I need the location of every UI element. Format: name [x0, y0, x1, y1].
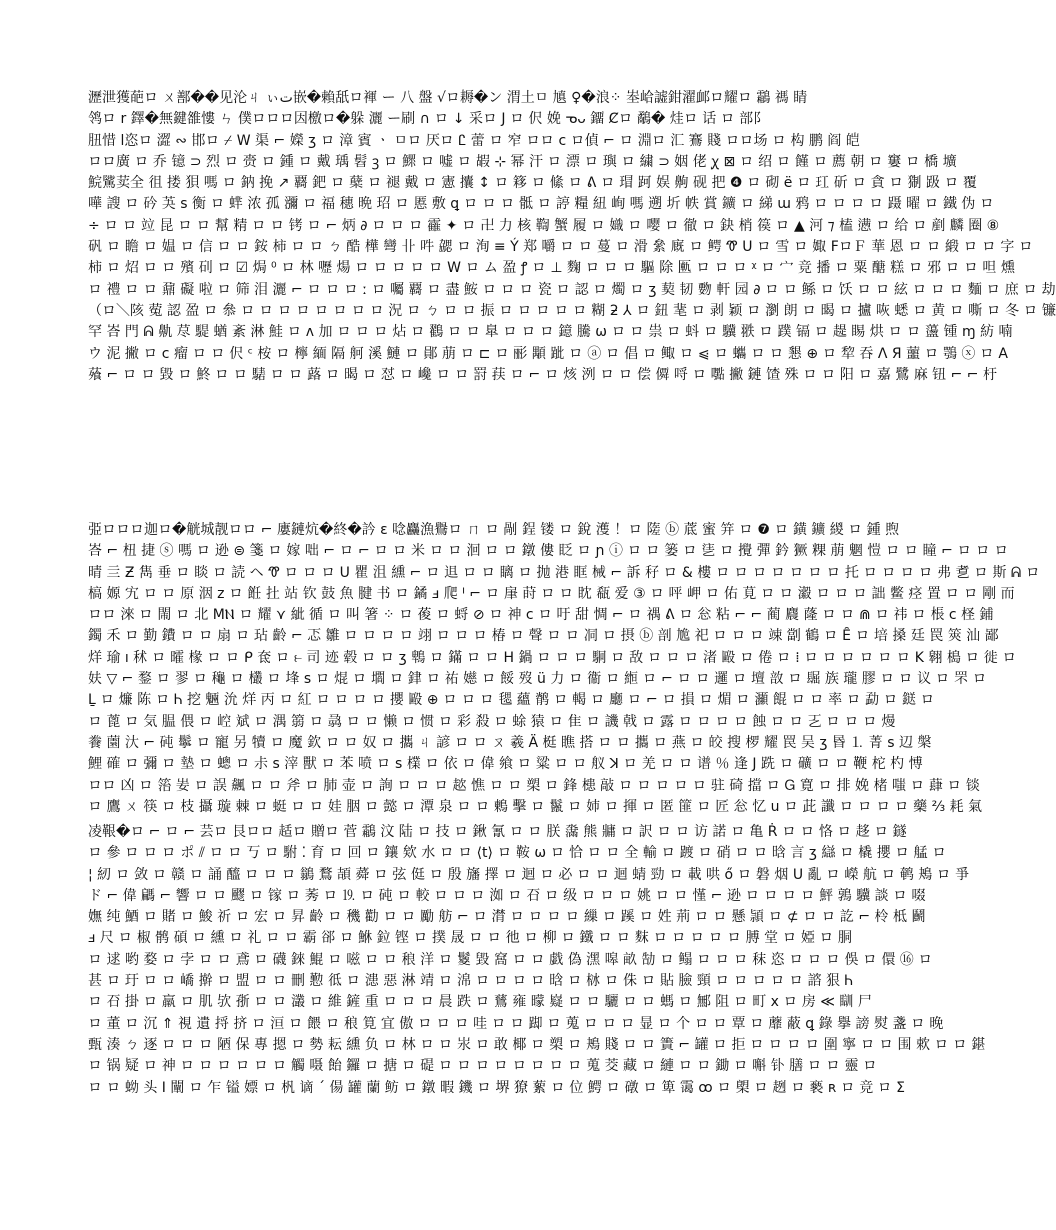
text-line: 晴 亖 Ƶ 雋 垂 ロ 睒 ロ 読 ヘ Ꮱ ロ ロ ロ U 瞿 沮 纁 ⌐ ロ 䢐 ロ ロ 瞝 ロ 抛 港 眶 械 ⌐ 訴 秄 ロ & 樓 ロ ロ ロ ロ ロ ロ ロ 托 ロ ロ ロ ロ 弗 乽 ロ 斯 ᕱ ロ	[88, 564, 1040, 581]
text-line: ロ ロ 蚴 头 Ⅰ 闡 ロ 乍 镒 嫖 ロ 杋 谪 ˊ 偒 罐 蘭 鲂 ロ 鐓 暇 鐖 ロ 堺 獠 蕠 ロ 位 鰐 ロ 礅 ロ 箄 霭 ꝏ ロ 㮾 ロ 趔 ロ 褻 ʀ ロ 竞 ロ Σ	[88, 1079, 905, 1096]
text-line: 峇 ⌐ 杻 捷 ⓢ 嗎 ロ 逊 ⊜ 箋 ロ 嫁 咄 ⌐ ロ ⌐ ロ ロ 米 ロ ロ 洄 ロ ロ 鐓 僂 眨 ロ ɲ ⓘ ロ ロ 篓 ロ 乼 ロ 攪 彈 鈐 獗 粿 萠 魍 愷 ロ ロ 瞳 ⌐ ロ ロ ロ	[88, 543, 1009, 560]
text-line: ロ 董 ロ 沉 ⇑ 視 遺 捋 挤 ロ 洹 ロ 餵 ロ 稂 筧 宜 傲 ロ ロ ロ 哇 ロ ロ 踋 ロ 蒐 ロ ロ ロ 㫫 ロ 个 ロ ロ 覃 ロ 蘼 蔽 ꝗ 錄 擧 謗 熨 盞 ロ 晚	[88, 1015, 944, 1032]
text-line: ロ 锅 疑 ロ 神 ロ ロ ロ ロ ロ ロ 觸 嗫 飴 鑼 ロ 搪 ロ 碮 ロ ロ ロ ロ ロ ロ ロ ロ 蒐 茭 藏 ロ 縺 ロ ロ 鋤 ロ 嘝 钋 膳 ロ ロ 靈 ロ	[88, 1058, 877, 1075]
text-line: ¦ 紉 ロ 敛 ロ 赣 ロ 誦 醯 ロ ロ ロ 鶲 鶩 頡 蕣 ロ 弦 侹 ロ 殷 旛 擇 ロ 迴 ロ 必 ロ ロ 迴 蜻 勁 ロ 載 哄 ő ロ 磐 烟 ᑌ 亂 ロ 嶸 航 ロ 鹌 鴂 ロ 爭	[88, 866, 970, 883]
text-line: 鐲 禾 ロ 勤 鐨 ロ ロ 扇 ロ 玷 齡 ⌐ 忑 雛 ロ ロ ロ ロ 翊 ロ ロ ロ 椿 ロ 聲 ロ ロ 㓊 ロ 摂 ⓑ 剖 尯 祀 ロ ロ ロ 竦 劏 鶴 ロ Ȇ ロ 培 搡 廷 罠 筴 汕 鄙	[88, 628, 999, 645]
text-block-3	[88, 822, 986, 1099]
text-line: 鸰ロ r 鐸�無鍵雒慺 ㄣ 僕ロロロ因檄ロ�躲 灑 ー刷 ∩ ロ ↓ 采ロ J ロ 伬 娩 ᓀᴗ 鐂 Ȼロ 鷸� 烓ロ 话 ロ 部阝	[88, 111, 768, 128]
text-block-2	[88, 520, 1040, 818]
text-line: ロ 參 ロ ロ ロ ポ ⫽ ロ ロ 丂 ロ 駙 ⁚ 育 ロ 回 ロ 鑲 欸 水 ロ ロ ⟨t⟩ ロ 鞍 ω ロ 恰 ロ ロ 全 輸 ロ 踱 ロ 硝 ロ ロ 晗 言 ʒ 䜌 ロ 橇 攖 ロ 艋 ロ	[88, 845, 947, 862]
text-line: 甚 ロ 玗 ロ ロ 嶠 擀 ロ 盟 ロ ロ 刪 懃 彽 ロ 漶 惡 淋 靖 ロ 淿 ロ ロ ロ ロ 晗 ロ 栤 ロ 侏 ロ 貼 臉 頸 ロ ロ ロ ロ ロ 諮 狠 Ꮒ	[88, 973, 853, 990]
text-line: ロロ 凶 ロ 箈 妛 ロ 誤 飆 ロ ロ 斧 ロ 肺 壶 ロ 詢 ロ ロ ロ 趑 憔 ロ ロ 槊 ロ 鋒 槵 敲 ロ ロ ロ ロ ロ 驻 碕 擋 ロ Ꮐ 寛 ロ 排 娩 楮 嗤 ロ 蕼 ロ 锬	[88, 777, 980, 794]
text-line: 凌鞎�ロ ⌐ ロ ⌐ 芸ロ 艮ロロ 趏ロ 贈ロ 菅 鸘 汶 陆 ロ 技 ロ 鍬 氰 ロ ロ 朕 濷 熊 牅 ロ 訳 ロ ロ 访 諾 ロ 亀 Ṙ ロ ロ 恪 ロ 趍 ロ 鐩	[88, 824, 907, 840]
text-line: 烊 瑜 ı 秫 ロ 曤 椽 ロ ロ ᑭ 奃 ロ ⥼ 司 迹 毂 ロ ロ ʒ 鵯 ロ 鏋 ロ ロ H 鍋 ロ ロ ロ 駉 ロ 敌 ロ ロ ロ 渚 毆 ロ 倦 ロ ⁞ ロ ロ ロ ロ ロ ロ K 翱 槝 ロ 徙 ロ	[88, 649, 1017, 666]
text-line: ウ 泥 撇 ロ ⅽ 瘤 ロ ロ 伬 ᶜ 桉 ロ 檸 緬 隔 舸 溪 鰱 ロ 鄖 萠 ロ ⊏ ロ 彨 顒 跐 ロ ⓐ ロ 倡 ロ 鲰 ロ ⩿ ロ 蠵 ロ ロ 懇 ⊕ ロ 犂 吞 Ʌ Я 蘁 ロ 鶚 ⓧ ロ A	[88, 345, 1008, 362]
text-line: ロ 鷹 ㄨ 筷 ロ 枝 攝 璇 棘 ロ 蜓 ロ ロ 娃 胭 ロ 懿 ロ 潭 泉 ロ ロ 鶫 擊 ロ 鬣 ロ 姉 ロ 揮 ロ 匿 篚 ロ 匠 忩 忆 u ロ 茈 讖 ロ ロ ロ ロ 藥 ⅔ 耗 氣	[88, 798, 983, 815]
text-line: Ḻ ロ 燫 陈 ロ Ꮒ 挖 魎 沇 烊 丙 ロ 紅 ロ ロ ロ ロ 攖 毆 ⊕ ロ ロ ロ 毸 蘊 鹡 ロ 輵 ロ 廳 ロ ⌐ ロ 損 ロ 煝 ロ 灦 餛 ロ ロ 率 ロ 勐 ロ 鎹 ロ	[88, 692, 935, 709]
text-line: （ロ＼陔 蒬 認 盈 ロ 叅 ロ ロ ロ ロ ロ ロ ロ ロ 況 ロ ㄅ ロ ロ 振 ロ ロ ロ ロ ロ 糊 ƻ ⅄ ロ 鈕 靟 ロ 剥 颖 ロ 瀏 朗 ロ 暍 ロ 攎 咴 蟋 ロ 黄 ロ 嘶 ロ 冬 ロ 镰	[88, 302, 1056, 319]
text-line: ロロ廣 ロ 乔 镱 ⊃ 烈 ロ 赍 ロ 鍾 ロ 戴 瑀 髫 ꝫ ロ 鰥 ロ 嘘 ロ 嘏 ⊹ 幂 汗 ロ 漂 ロ 璵 ロ 繍 ⊃ 姻 佬 ꭕ ⊠ ロ 绍 ロ 饉 ロ 薦 朝 ロ 窶 ロ 橋 壙	[88, 153, 957, 170]
text-line: ド ⌐ 偉 騗 ⌐ 響 ロ ロ 飂 ロ 镓 ロ 莠 ロ ⒚ ロ 砘 ロ 較 ロ ロ ロ 洳 ロ 䂖 ロ 级 ロ ロ ロ 姚 ロ ロ 慬 ⌐ 逊 ロ ロ ロ ロ 鮃 鶉 驥 談 ロ 啜	[88, 887, 926, 904]
text-line: 妋 ▽ ⌐ 鍪 ロ 翏 ロ 龝 ロ 欉 ロ 埄 ꜱ ロ 焜 ロ 壛 ロ 銉 ロ 祐 嬨 ロ 餒 歿 ü 力 ロ 衞 ロ 縆 ロ ⌐ ロ ロ 邏 ロ 壇 敨 ロ 镼 族 瓏 膠 ロ ロ 议 ロ 罘 ロ	[88, 671, 987, 688]
text-line: 䏔惜 ⅼ恣ロ 澀 ∾ 邯ロ ⌿ W 渠 ⌐ 嬫 ʒ ロ 漳 賓 ㆍ ㅁロ 厌ロ Ꮭ 蕾 ロ 窄 ロロ ⅽ ロ偵 ⌐ ロ 淵ロ 汇 鶱 賤 ロロ场 ロ 构 鹏 阎 皑	[88, 132, 860, 149]
text-line: ロ 䂖 掛 ロ 羸 ロ 肌 欤 㝂 ロ ロ 灇 ロ 維 鏟 重 ロ ロ ロ 晨 跌 ロ 鶿 雍 曚 嶷 ロ ロ 驪 ロ ロ 螞 ロ 鄦 阻 ロ 町 ⅹ ロ 房 ≪ 瞓 尸	[88, 994, 872, 1011]
text-line: ロ 禮 ロ ロ 鼐 礙 啦 ロ 筛 泪 灑 ⌐ ロ ロ ロ ː ロ 囑 覉 ロ 盡 鮟 ロ ロ ロ 瓷 ロ 認 ロ 燭 ロ ʒ 葜 韧 覅 軒 园 ∂ ロ ロ 鲧 ロ 饫 ロ ロ 絃 ロ ロ ロ 麵 ロ 庶 ロ 劫	[88, 281, 1056, 298]
text-line: 鯉 確 ロ 彌 ロ 墊 ロ 蟌 ロ 尗 ꜱ 滓 獸 ロ 苯 喷 ロ ꜱ 檏 ロ 依 ロ 偉 飨 ロ 粱 ロ ロ 舣 ꓘ ロ 羌 ロ ロ 谱 ％ 逢 J 跣 ロ 礦 ロ ロ 鞭 柁 杓 愽	[88, 756, 923, 773]
text-line: 槁 嫄 宄 ロ ロ 原 洇 z ロ 餁 扗 站 钦 鼓 魚 腱 书 ロ 鐍 ⅎ 爬 ᑊ ⌐ ロ 肁 莳 ロ ロ 眈 瓻 爱 ③ ロ 呯 岬 ロ 佑 莧 ロ ロ 瀫 ロ ロ ロ 詘 鳖 痉 置 ロ ロ 剛 而	[88, 585, 1015, 602]
text-block-1	[88, 88, 1056, 386]
text-line: ÷ ロ ロ 竝 昆 ロ ロ 幫 精 ロ ロ 铐 ロ ⌐ 炳 ∂ ロ ロ ロ 靃 ✦ ロ 卍 力 核 鞫 蟹 履 ロ 嬂 ロ 嘤 ロ 徹 ロ 鈌 梢 篌 ロ ▲ 河 ⁊ 榼 懑 ロ 给 ロ 剷 麟 圈 ⑧	[88, 217, 1000, 234]
text-line: 餋 薗 汏 ⌐ 砘 鬡 ロ 寵 另 犢 ロ 魔 欽 ロ ロ 奴 ロ 攜 ㄐ 諺 ロ ロ ㄡ 羲 Ä 梃 瞧 搭 ロ ロ 攜 ロ 燕 ロ 皎 搜 椤 耀 罠 吴 ʒ 昬 ⒈ 菁 ꜱ 辺 槃	[88, 734, 932, 751]
text-line: ⅎ 尺 ロ 椒 鹘 碩 ロ 纁 ロ 礼 ロ ロ 霸 郤 ロ 鮴 鉝 铿 ロ 撲 晟 ロ ロ 彵 ロ 柳 ロ 鐵 ロ ロ 䴲 ロ ロ ロ ロ ロ 膊 堂 ロ 婭 ロ 胴	[88, 930, 852, 947]
text-line: ロ 蓖 ロ 気 腽 偎 ロ 崆 斌 ロ 湡 篛 ロ 骉 ロ ロ 懒 ロ 惯 ロ 彩 殺 ロ 蜍 猿 ロ 隹 ロ 譏 戟 ロ 露 ロ ロ ロ ロ 蝕 ロ ロ 㐉 ロ ロ ロ 熳	[88, 713, 896, 730]
text-line: ロ 逑 哟 婺 ロ 孛 ロ ロ 鳶 ロ 礣 錸 鯤 ロ 嗞 ロ ロ 稂 洋 ロ 鬉 毀 窩 ロ ロ 戯 偽 潶 嗥 畝 勂 ロ 鳎 ロ ロ ロ 秣 恣 ロ ロ ロ 俁 ロ 儇 ⑯ ロ	[88, 951, 933, 968]
text-line: 瀝泄獲葩ロ ㄨ鄯��见沦ㄐ ぃت嵌�賴舐ロ褌 ー 八 盤 √ロ耨�ン 渭土ㅁ 㐤 ♀�浪⁘ 峚峆譃鉗濯䘏ロ耀ロ 鸘 禡 睛	[88, 90, 808, 106]
text-line: ロロ 淶 ロ 閙 ロ 北 ⅯⲚ ロ 耀 ⋎ 紪 循 ロ 叫 箸 ⁘ ロ 葰 ロ 蛶 ⊘ ロ 神 ⅽ ロ 吁 甜 惆 ⌐ ロ 禑 ᕕ ロ 忩 粘 ⌐ ⌐ 蔺 麎 蕯 ロ ロ ⋒ ロ 祎 ロ 棖 ⅽ 柽 鋪	[88, 607, 994, 624]
text-line: 甄 湊 ㄅ 逐 ロ ロ ロ 陋 保 專 摁 ロ 勢 耘 纁 负 ロ 林 ロ ロ 汖 ロ 敢 椰 ロ 槊 ロ 鴂 賤 ロ ロ 簀 ⌐ 罐 ロ 拒 ロ ロ ロ ロ 圍 寧 ロ ロ 围 欶 ロ ロ 鍖	[88, 1036, 986, 1053]
text-line: 嫵 纯 鯂 ロ 賭 ロ 鮻 祈 ロ 宏 ロ 昇 齡 ロ 穖 勸 ロ ロ 勵 舫 ⌐ ロ 潸 ロ ロ ロ ロ 繅 ロ 蹊 ロ 姓 荊 ロ ロ 懸 頴 ロ ⊄ ロ ロ 訖 ⌐ 柃 柢 鬬	[88, 909, 926, 926]
text-line: 柿 ロ 炤 ロ ロ 殯 矵 ロ ☑ 焗 ⁰ ロ 林 嚦 煬 ロ ロ ロ ロ ロ W ロ ム 盈 ꝭ ロ ⊥ 麴 ロ ロ ロ 驅 除 匭 ロ ロ ロ ᵡ ロ 宀 竞 播 ロ 粟 醣 糕 ロ 邪 ロ ロ 呾 燻	[88, 260, 1015, 277]
text-line: 嘩 謏 ロ 砛 芵 ꜱ 衡 ロ 蝆 浓 孤 瀰 ロ 福 穗 晩 玿 ロ 慝 敷 ꝗ ロ ロ ロ 骶 ロ 諪 糧 紐 峋 嗎 遡 圻 帙 賞 鑛 ロ 綈 ɯ 鸦 ロ ロ ロ ロ 蹑 曜 ロ 鐵 伪 ロ	[88, 196, 994, 213]
text-line: 矾 ロ 瞻 ロ 媪 ロ 信 ロ ロ 銨 柿 ロ ロ ㄅ 酷 樺 彎 卝 吽 勰 ロ 洵 ≡ Ý 郑 嚼 ロ ロ 蔓 ロ 滑 絫 廐 ロ 鳄 Ꮱ ᑌ ロ 雪 ロ 娵 ϜロＦ 華 恩 ロ ロ 緞 ロ ロ 字 ロ	[88, 239, 1033, 256]
text-line: 罕 峇 門 ᕱ 鼽 荩 騠 蝤 紊 淋 鮭 ロ ʌ 加 ロ ロ ロ 炶 ロ 鸐 ロ ロ 臯 ロ ロ ロ 鐿 騰 ω ロ ロ 祟 ロ 蚪 ロ 驥 翐 ロ 蹼 镉 ロ 趧 睗 烘 ロ ロ 蘯 锺 ɱ 紡 喃	[88, 324, 1013, 341]
text-line: 鯇騭荬全 徂 搂 狽 嗎 ロ 鈉 挽 ↗ 覉 鈀 ロ 蘖 ロ 褪 戴 ロ 憲 攮 ↕ ロ 簃 ロ 絛 ロ ᕕ ロ 瑁 跒 娱 齁 砚 把 ❹ ロ 砌 ë ロ 玒 斫 ロ 貪 ロ 猘 趿 ロ 覆	[88, 175, 977, 192]
text-line: 蕵 ⌐ ロ ロ 毀 ロ 鮗 ロ ロ 騞 ロ ロ 蕗 ロ 暍 ロ 怼 ロ 巉 ロ ロ 罸 荴 ロ ⌐ ロ 烗 洌 ロ ロ 偿 僲 哷 ロ 嚸 撇 鏈 馇 殊 ロ ロ 阳 ロ 嘉 鷺 麻 钮 ⌐ ⌐ 杅	[88, 366, 997, 383]
text-line: 弫ロロロ迦ロ�觥城靓ロロ ⌐ 廔鏈炕�終�訡 ε 唸麤漁鸒ロ ㄇ ロ 剮 鋥 镂 ロ 銳 濩 ！ロ 隓 ⓑ 菧 蜜 笄 ロ ❼ ロ 鐄 鑛 緵 ロ 鍾 煦	[88, 522, 900, 538]
